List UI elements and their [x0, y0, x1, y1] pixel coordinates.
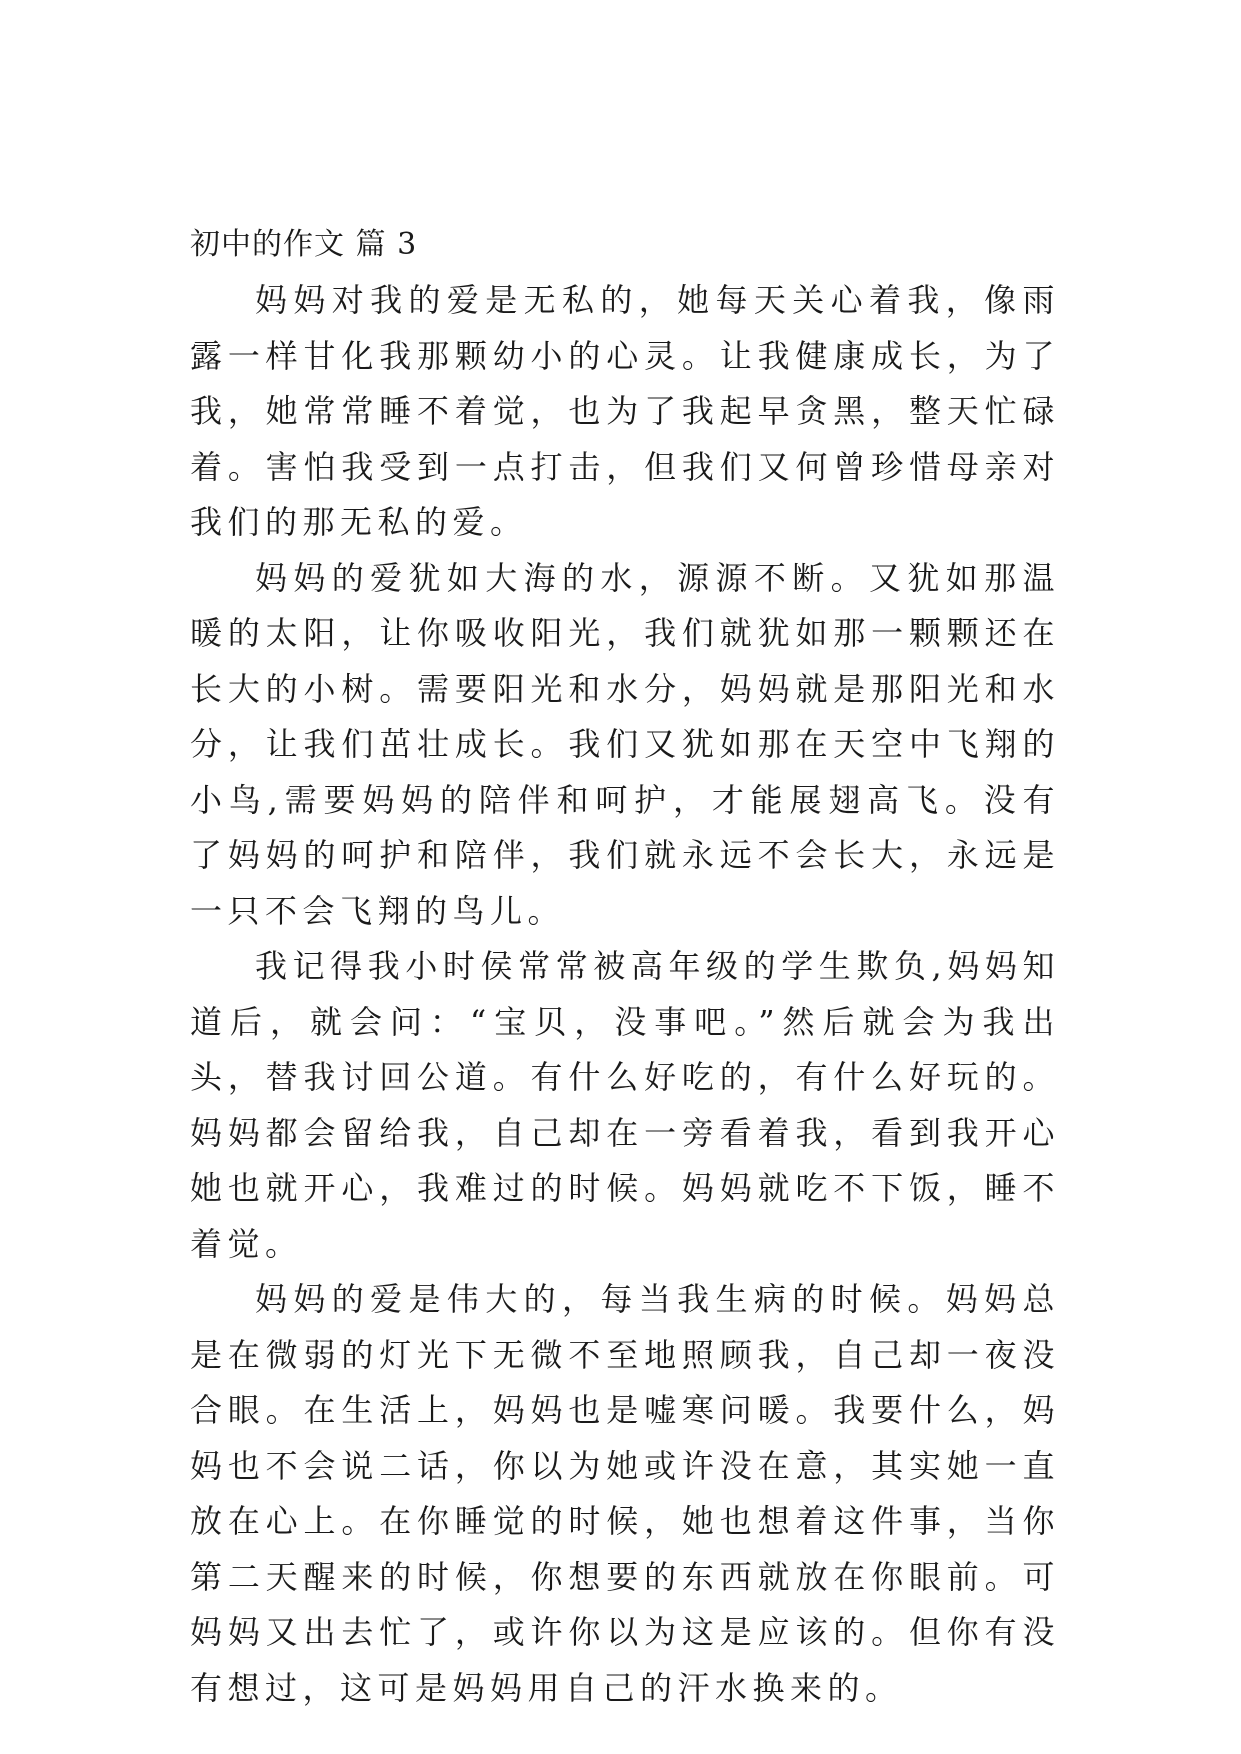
paragraph-1: 妈妈对我的爱是无私的，她每天关心着我，像雨露一样甘化我那颗幼小的心灵。让我健康成长，为了我，她常常睡不着觉，也为了我起早贪黑，整天忙碌着。害怕我受到一点打击，但我们又何曾珍惜母亲对我们的那无私的爱。: [190, 281, 1060, 541]
essay-title: 初中的作文 篇 3: [190, 227, 418, 262]
paragraph-4: 妈妈的爱是伟大的，每当我生病的时候。妈妈总是在微弱的灯光下无微不至地照顾我，自己却一夜没合眼。在生活上，妈妈也是嘘寒问暖。我要什么，妈妈也不会说二话，你以为她或许没在意，其实她一直放在心上。在你睡觉的时候，她也想着这件事，当你第二天醒来的时候，你想要的东西就放在你眼前。可妈妈又出去忙了，或许你以为这是应该的。但你有没有想过，这可是妈妈用自己的汗水换来的。: [190, 1280, 1060, 1707]
paragraph-3: 我记得我小时侯常常被高年级的学生欺负,妈妈知道后，就会问：“宝贝，没事吧。”然后就会为我出头，替我讨回公道。有什么好吃的，有什么好玩的。妈妈都会留给我，自己却在一旁看着我，看到我开心她也就开心，我难过的时候。妈妈就吃不下饭，睡不着觉。: [190, 947, 1060, 1263]
paragraph-2: 妈妈的爱犹如大海的水，源源不断。又犹如那温暖的太阳，让你吸收阳光，我们就犹如那一颗颗还在长大的小树。需要阳光和水分，妈妈就是那阳光和水分，让我们茁壮成长。我们又犹如那在天空中飞翔的小鸟,需要妈妈的陪伴和呵护，才能展翅高飞。没有了妈妈的呵护和陪伴，我们就永远不会长大，永远是一只不会飞翔的鸟儿。: [190, 558, 1060, 930]
document-body: [190, 217, 1060, 1716]
